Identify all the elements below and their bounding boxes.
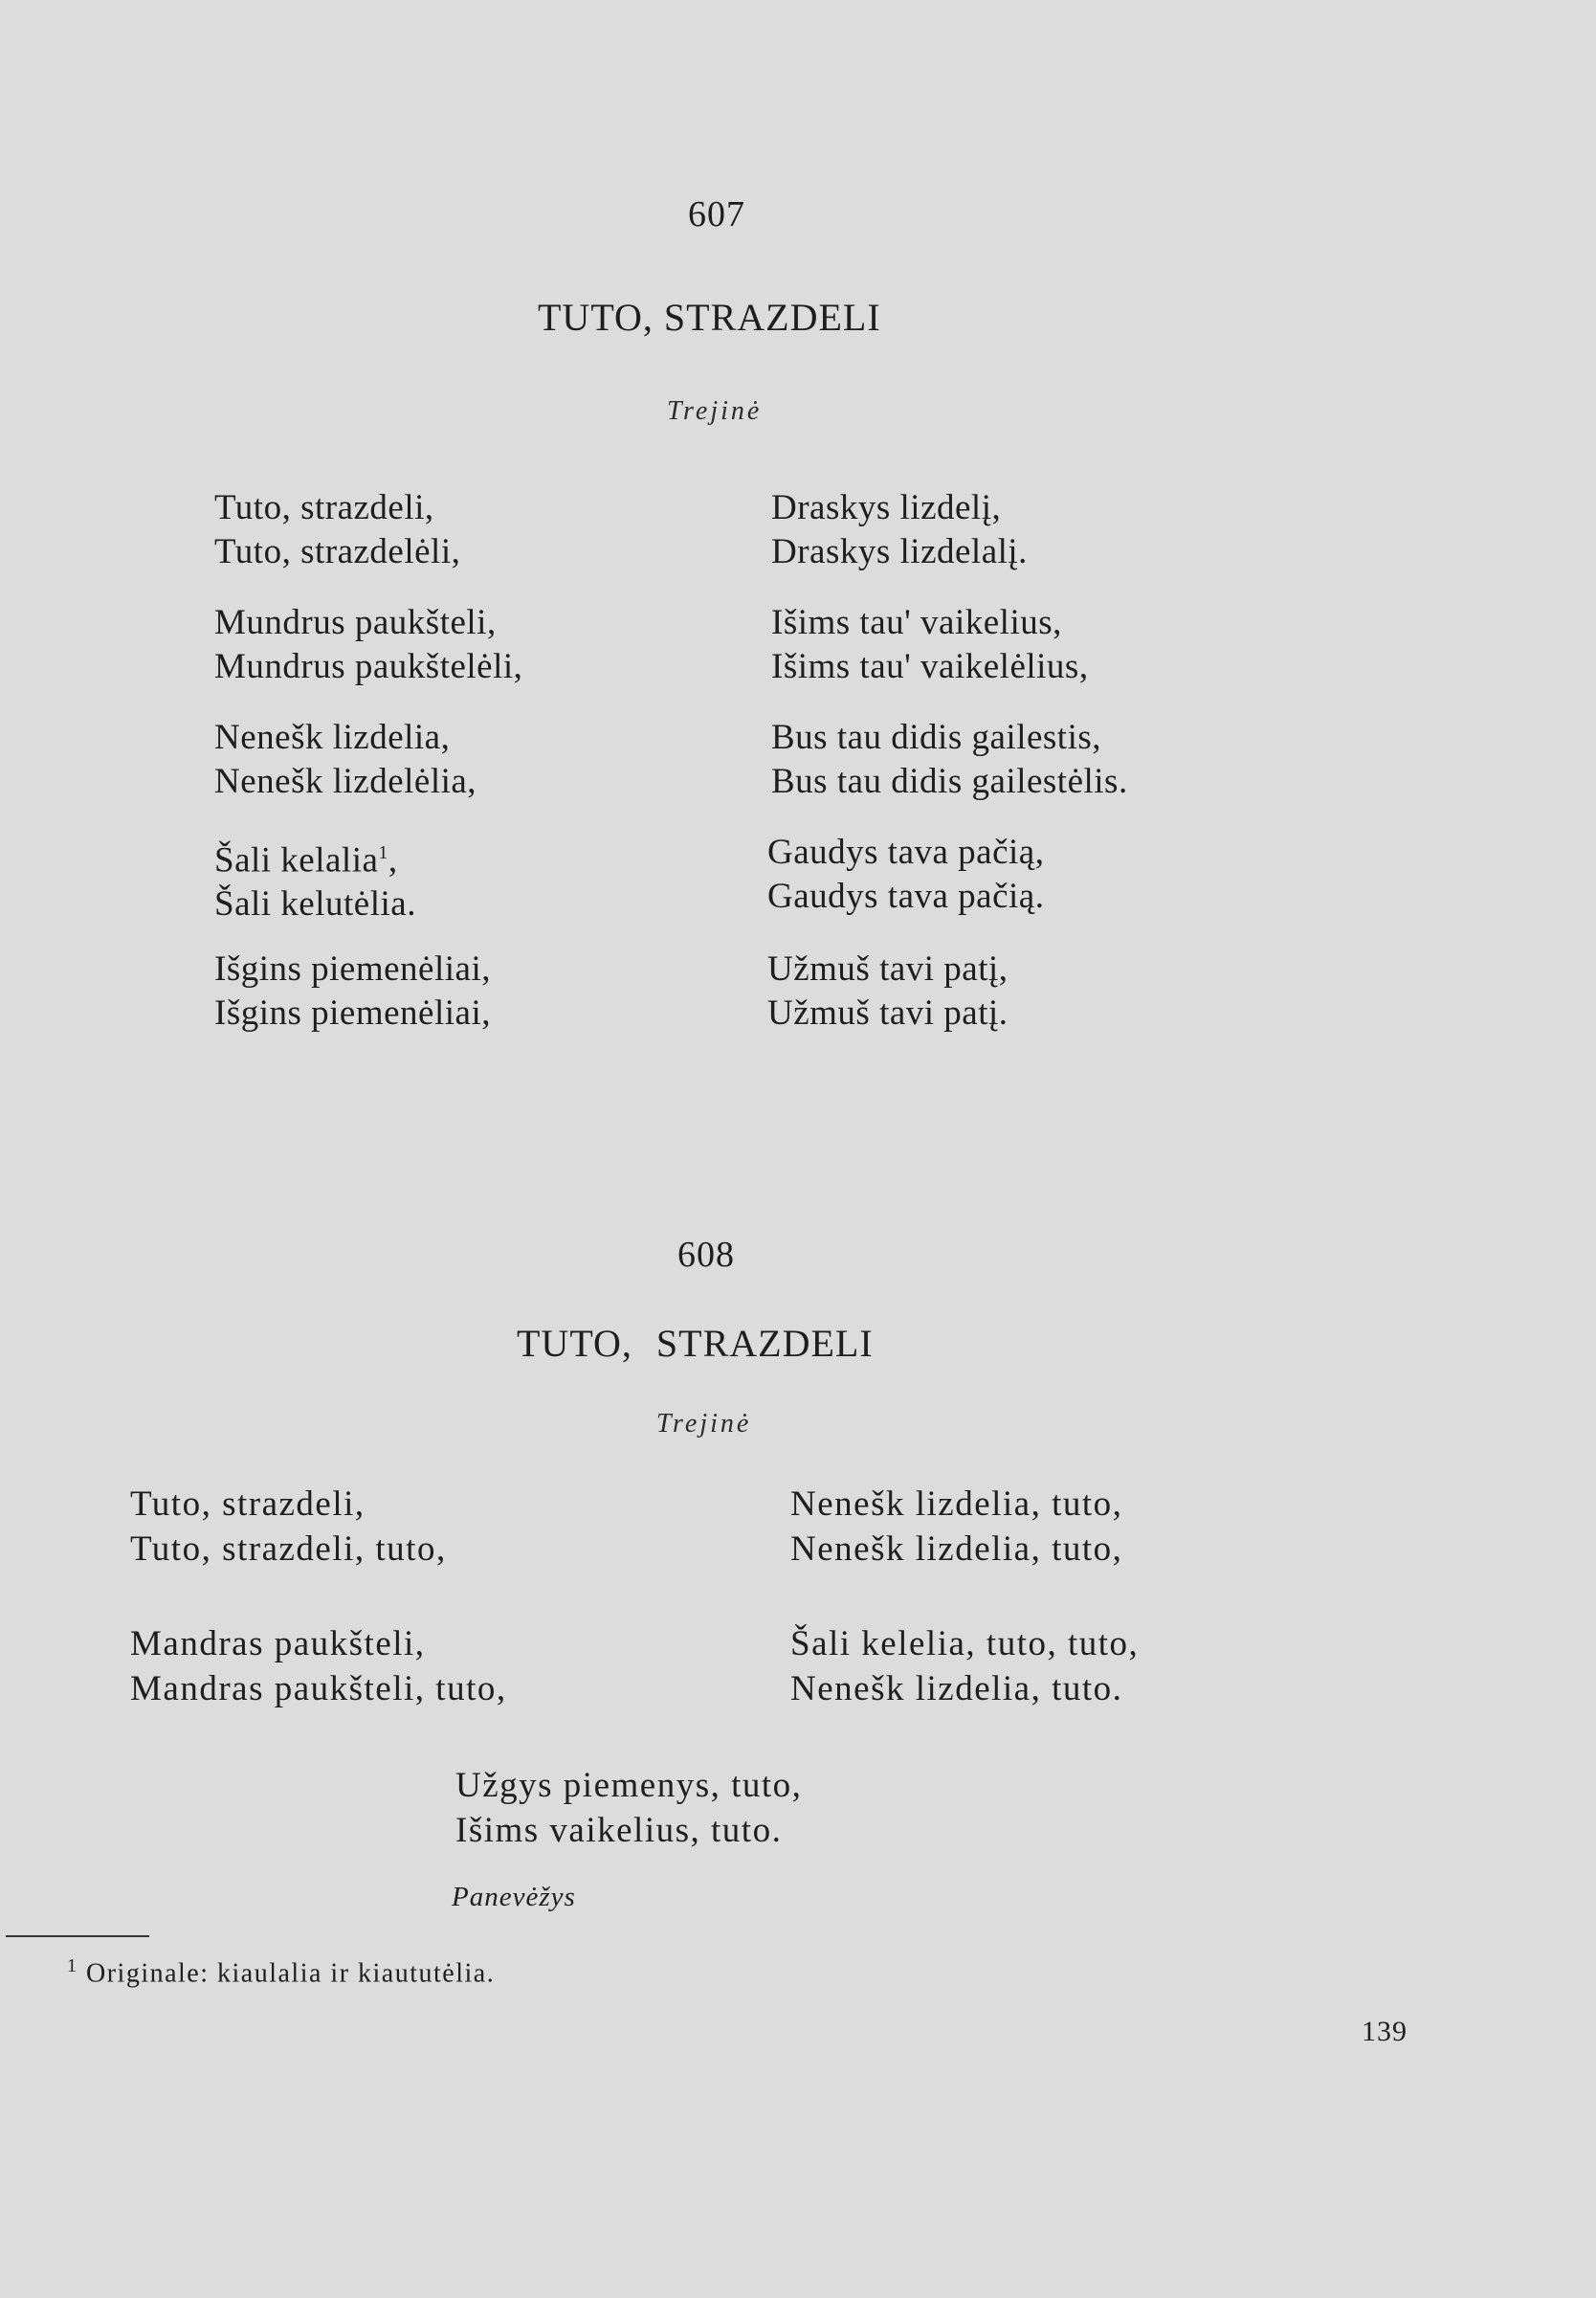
verse-line: Šali kelelia, tuto, tuto, [790, 1624, 1140, 1663]
verse-line: Tuto, strazdelėli, [214, 532, 461, 571]
verse-line: Tuto, strazdeli, [130, 1484, 366, 1524]
verse-line: Išgins piemenėliai, [214, 949, 491, 989]
stanza [790, 1621, 1139, 1711]
footnote-text: Originale: kiaulalia ir kiaututėlia. [86, 1958, 496, 1989]
song-608-number: 608 [677, 1235, 735, 1275]
footnote-ref: 1 [378, 842, 388, 863]
stanza [767, 948, 1009, 1036]
stanza [130, 1621, 507, 1711]
stanza [130, 1482, 447, 1572]
stanza [214, 948, 491, 1036]
footnote [67, 1955, 495, 1989]
verse-line: Gaudys tava pačią. [767, 877, 1045, 916]
verse-line: Mundrus paukšteli, [214, 603, 497, 642]
verse-line: Išims tau' vaikelius, [771, 603, 1062, 642]
page-number: 139 [1362, 2016, 1408, 2047]
verse-line: Nenešk lizdelia, tuto, [790, 1484, 1123, 1524]
stanza [214, 601, 522, 689]
verse-line: Mandras paukšteli, [130, 1624, 426, 1663]
stanza [771, 486, 1028, 574]
verse-line: Nenešk lizdelėlia, [214, 762, 477, 801]
verse-line: Draskys lizdelį, [771, 488, 1002, 527]
verse-line: Šali kelalia$^1$, [214, 840, 398, 881]
song-607-subtitle: Trejinė [667, 396, 763, 426]
verse-line: Bus tau didis gailestis, [771, 718, 1101, 757]
footnote-rule [6, 1935, 149, 1937]
stanza [214, 831, 416, 926]
song-607-number: 607 [688, 194, 745, 234]
verse-line: Užgys piemenys, tuto, [455, 1766, 803, 1805]
song-607-title: TUTO, STRAZDELI [538, 296, 881, 339]
verse-line: Draskys lizdelalį. [771, 532, 1028, 571]
verse-line: Mundrus paukštelėli, [214, 647, 523, 686]
verse-line: Išgins piemenėliai, [214, 993, 491, 1033]
stanza [790, 1482, 1122, 1572]
song-608-title: TUTO, STRAZDELI [517, 1322, 874, 1365]
verse-line: Šali kelutėlia. [214, 884, 416, 925]
song-608-place: Panevėžys [452, 1882, 576, 1912]
stanza [214, 716, 477, 804]
verse-line: Išims vaikelius, tuto. [455, 1811, 783, 1850]
verse-line: Gaudys tava pačią, [767, 833, 1045, 872]
verse-line: Užmuš tavi patį, [767, 949, 1009, 989]
song-608-center-stanza [455, 1763, 802, 1853]
stanza [214, 486, 460, 574]
verse-line: Bus tau didis gailestėlis. [771, 762, 1128, 801]
stanza [767, 831, 1044, 919]
stanza [771, 601, 1089, 689]
footnote-mark: 1 [67, 1955, 78, 1976]
verse-line: Nenešk lizdelia, tuto. [790, 1669, 1123, 1708]
verse-line: Mandras paukšteli, tuto, [130, 1669, 507, 1708]
verse-line: Tuto, strazdeli, [214, 488, 434, 527]
verse-line: Išims tau' vaikelėlius, [771, 647, 1089, 686]
verse-line: Tuto, strazdeli, tuto, [130, 1529, 447, 1569]
song-608-subtitle: Trejinė [656, 1409, 752, 1439]
verse-line: Užmuš tavi patį. [767, 993, 1009, 1033]
verse-line: Nenešk lizdelia, [214, 718, 451, 757]
stanza [771, 716, 1128, 804]
verse-line: Nenešk lizdelia, tuto, [790, 1529, 1123, 1569]
